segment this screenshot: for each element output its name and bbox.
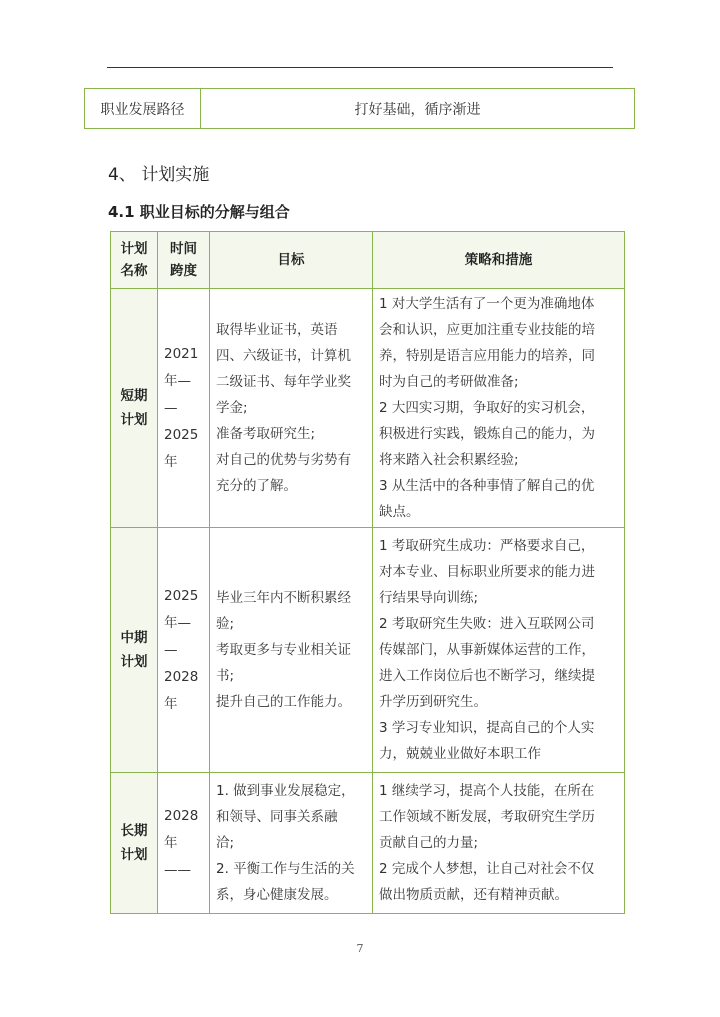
career-path-label: 职业发展路径 [85,89,201,129]
table-row [85,89,635,129]
page-number: 7 [356,942,364,955]
plan-table-header-row [111,232,625,289]
subsection-heading: 4.1 职业目标的分解与组合 [108,203,290,221]
strategy-cell: 1 对大学生活有了一个更为准确地体 会和认识，应更加注重专业技能的培 养，特别是语言应用能力的培养，同 时为自己的考研做准备; 2 大四实习期，争取好的实习机会， 积极进行实践，锻炼自己的能力，为 将来踏入社会积累经验; 3 从生活中的各种事情了解自己的优 缺点。 [373,289,625,528]
time-span-cell: 2025 年— — 2028 年 [158,528,210,773]
table-row [111,289,625,528]
header-goal: 目标 [210,232,373,289]
plan-name-cell: 中期 计划 [111,528,158,773]
career-path-value: 打好基础，循序渐进 [201,89,635,129]
section-heading: 4、 计划实施 [108,165,210,185]
time-span-cell: 2028 年 —— [158,773,210,914]
header-rule [107,67,613,68]
career-path-table [84,88,635,129]
goal-cell: 毕业三年内不断积累经 验; 考取更多与专业相关证 书; 提升自己的工作能力。 [210,528,373,773]
plan-name-cell: 长期 计划 [111,773,158,914]
goal-cell: 1. 做到事业发展稳定， 和领导、同事关系融 洽; 2. 平衡工作与生活的关 系，身心健康发展。 [210,773,373,914]
header-time-span: 时间 跨度 [158,232,210,289]
table-row [111,773,625,914]
strategy-cell: 1 继续学习，提高个人技能，在所在 工作领域不断发展，考取研究生学历 贡献自己的力量; 2 完成个人梦想，让自己对社会不仅 做出物质贡献，还有精神贡献。 [373,773,625,914]
header-plan-name: 计划 名称 [111,232,158,289]
goal-cell: 取得毕业证书，英语 四、六级证书，计算机 二级证书、每年学业奖 学金; 准备考取研究生; 对自己的优势与劣势有 充分的了解。 [210,289,373,528]
plan-table [110,231,625,914]
strategy-cell: 1 考取研究生成功：严格要求自己， 对本专业、目标职业所要求的能力进 行结果导向训练; 2 考取研究生失败：进入互联网公司 传媒部门，从事新媒体运营的工作， 进入工作岗位后也不断学习，继续提 升学历到研究生。 3 学习专业知识，提高自己的个人实 力，兢兢业业做好本职工作 [373,528,625,773]
plan-name-cell: 短期 计划 [111,289,158,528]
table-row [111,528,625,773]
time-span-cell: 2021 年— — 2025 年 [158,289,210,528]
header-strategy: 策略和措施 [373,232,625,289]
